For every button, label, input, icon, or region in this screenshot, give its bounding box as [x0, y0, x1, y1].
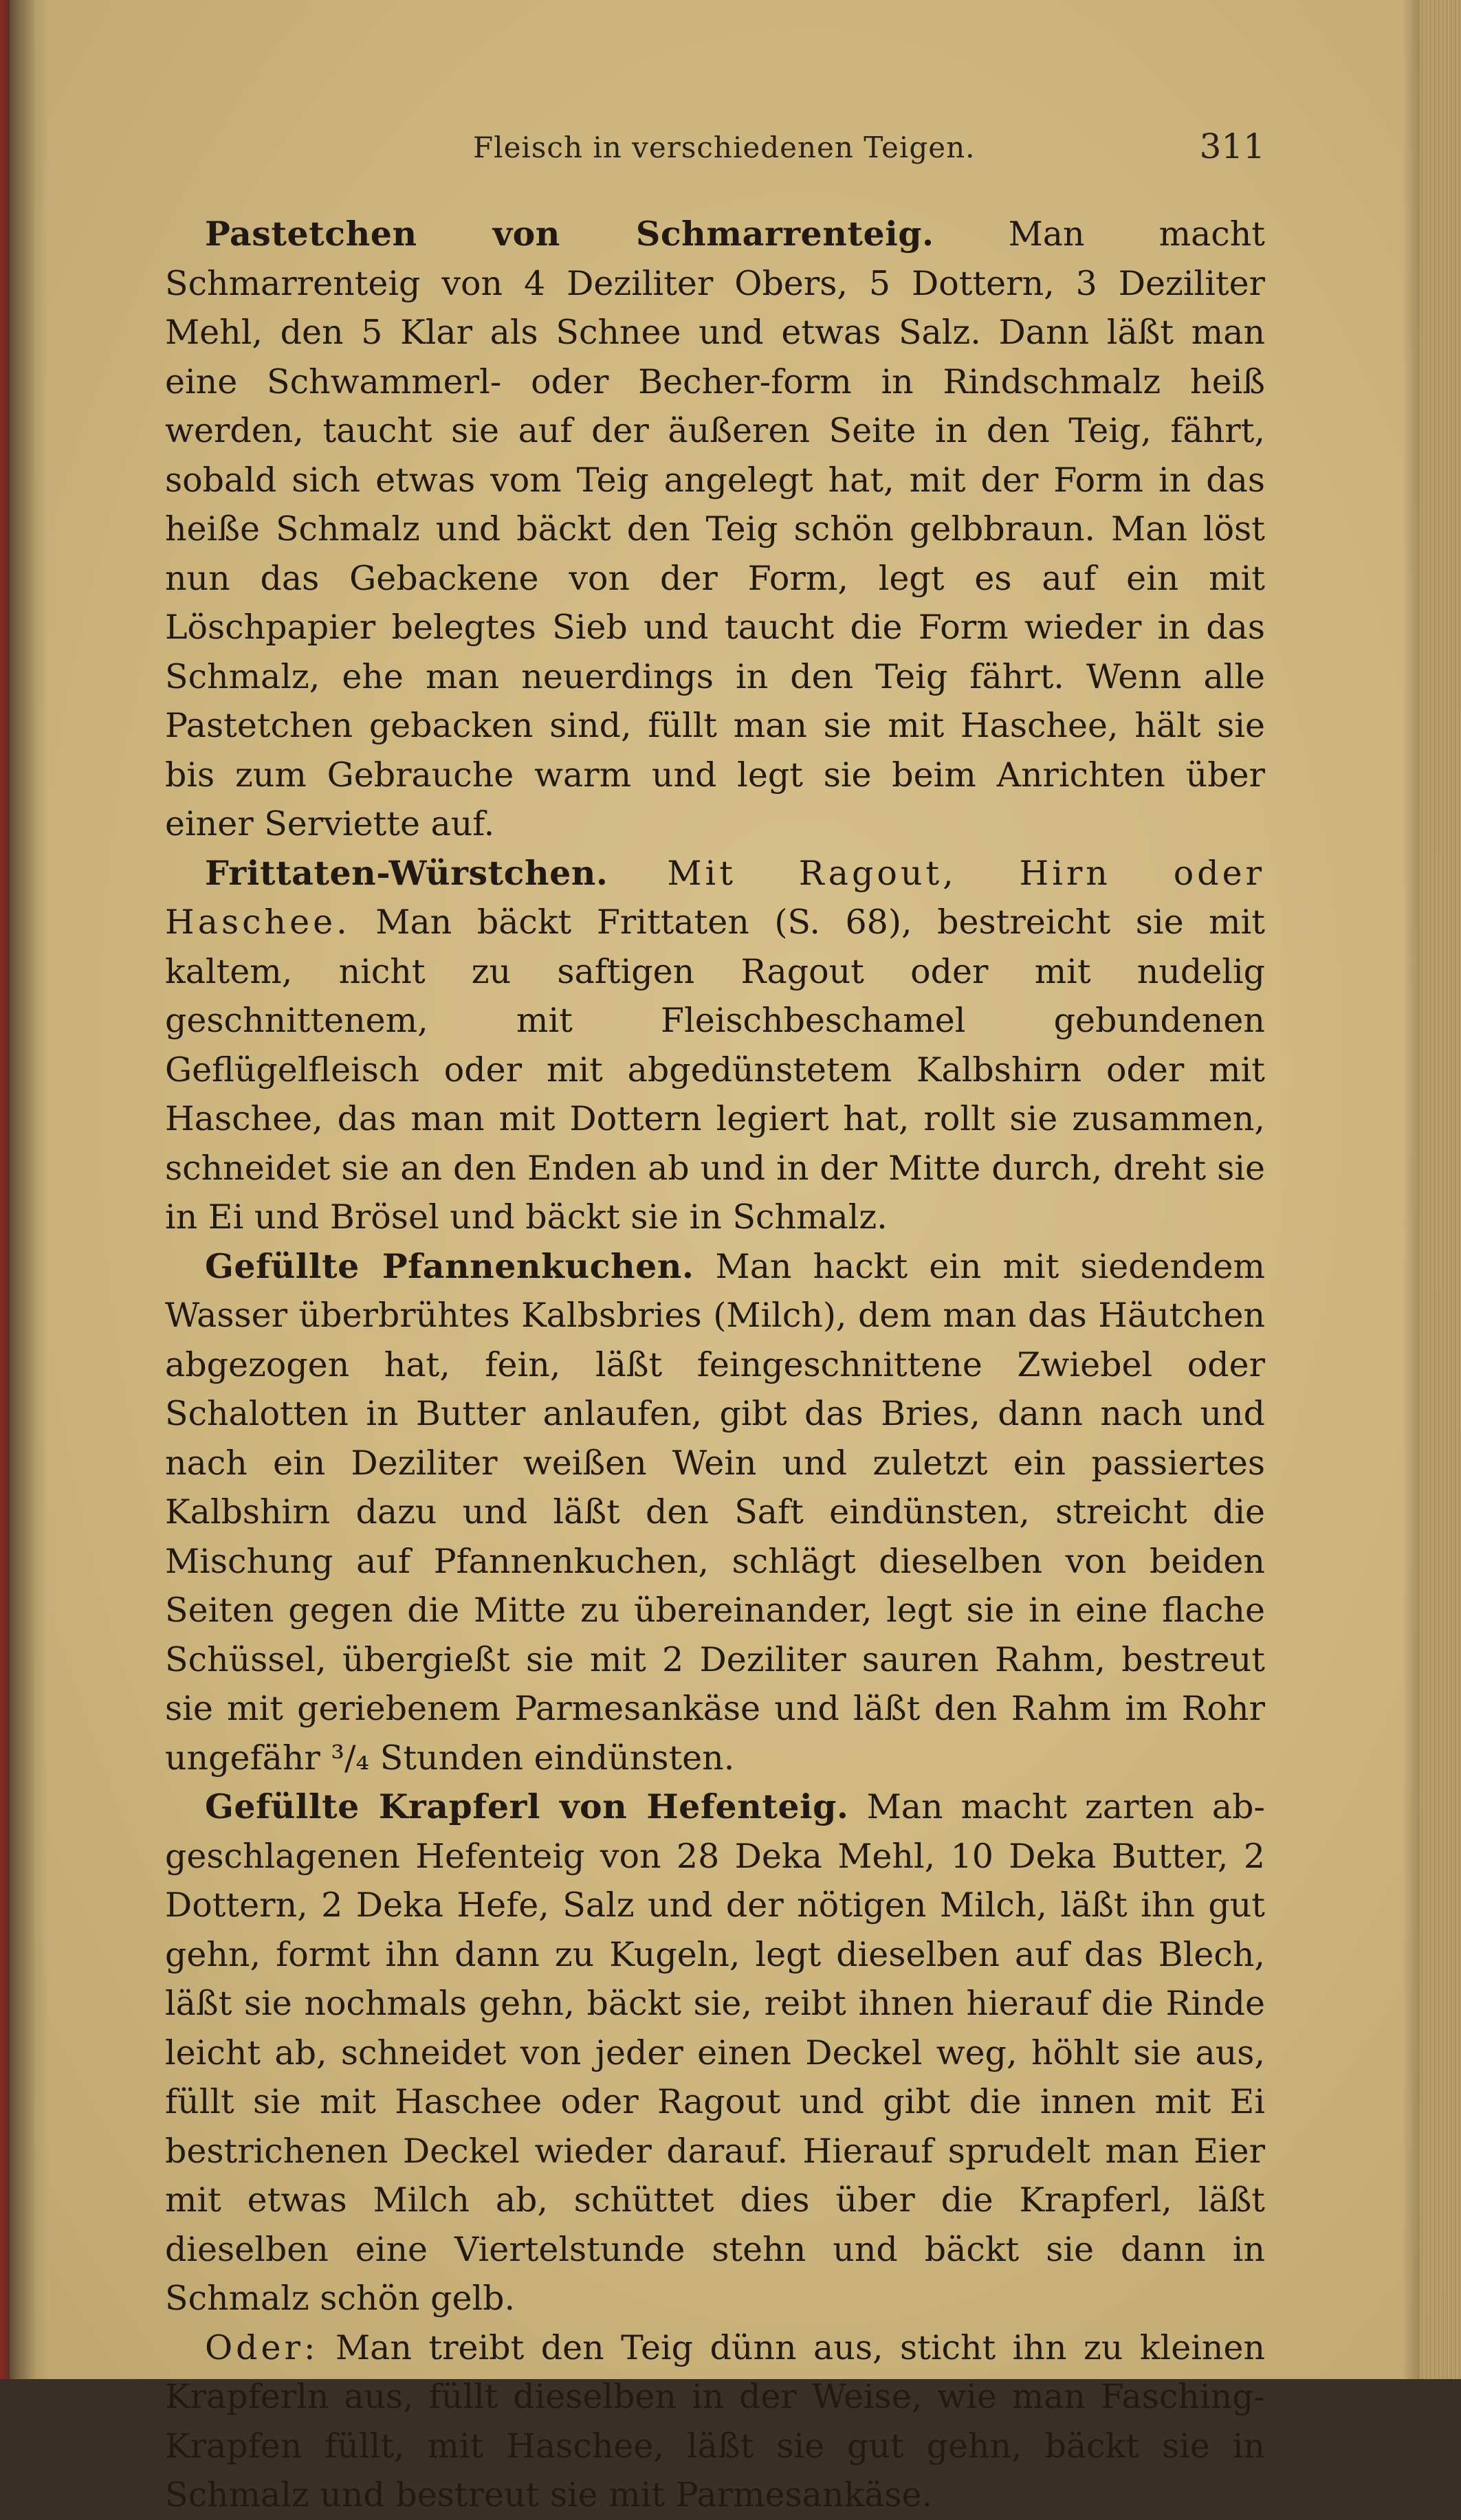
running-title: Fleisch in verschiedenen Teigen.	[473, 131, 976, 164]
recipe-title: Frittaten-Würstchen.	[205, 852, 608, 893]
recipe-subtitle: Mit Ragout, Hirn oder Haschee.	[165, 853, 1265, 942]
recipe-title: Pastetchen von Schmarrenteig.	[205, 214, 934, 254]
recipe-title: Gefüllte Krapferl von Hefenteig.	[205, 1787, 849, 1826]
recipe-pastetchen	[165, 210, 1265, 849]
recipe-krapferl	[165, 1782, 1265, 2323]
recipe-title: Gefüllte Pfannenkuchen.	[205, 1246, 694, 1286]
recipe-text: Man macht Schmarrenteig von 4 Deziliter Obers, 5 Dottern, 3 Deziliter Mehl, den 5 Klar als Schnee und etwas Salz. Dann läßt man eine Schwammerl- oder Becher-form in Rindschmalz heiß werden, taucht sie auf der äußeren Seite in den Teig, fährt, sobald sich etwas vom Teig angelegt hat, mit der Form in das heiße Schmalz und bäckt den Teig schön gelbbraun. Man löst nun das Gebackene von der Form, legt es auf ein mit Löschpapier belegtes Sieb und taucht die Form wieder in das Schmalz, ehe man neuerdings in den Teig fährt. Wenn alle Pastetchen gebacken sind, füllt man sie mit Haschee, hält sie bis zum Gebrauche warm und legt sie beim Anrichten über einer Serviette auf.	[165, 214, 1265, 843]
page-edge-shadow	[1403, 0, 1420, 2379]
recipe-text: Man hackt ein mit siedendem Wasser überbrühtes Kalbsbries (Milch), dem man das Häutchen abgezogen hat, fein, läßt feingeschnittene Zwiebel oder Schalotten in Butter anlaufen, gibt das Bries, dann nach und nach ein Deziliter weißen Wein und zuletzt ein passiertes Kalbshirn dazu und läßt den Saft eindünsten, streicht die Mischung auf Pfannenkuchen, schlägt dieselben von beiden Seiten gegen die Mitte zu übereinander, legt sie in eine flache Schüssel, übergießt sie mit 2 Deziliter sauren Rahm, bestreut sie mit geriebenem Parmesankäse und läßt den Rahm im Rohr ungefähr ³/₄ Stunden eindünsten.	[165, 1246, 1265, 1778]
recipe-text: Man bäckt Frittaten (S. 68), bestreicht sie mit kaltem, nicht zu saftigen Ragout oder mit nudelig geschnittenem, mit Fleischbeschamel gebundenen Geflügelfleisch oder mit abgedünstetem Kalbshirn oder mit Haschee, das man mit Dottern legiert hat, rollt sie zusammen, schneidet sie an den Enden ab und in der Mitte durch, dreht sie in Ei und Brösel und bäckt sie in Schmalz.	[165, 903, 1265, 1237]
binding-edge	[0, 0, 10, 2379]
recipe-text: Man macht zarten ab-geschlagenen Hefenteig von 28 Deka Mehl, 10 Deka Butter, 2 Dottern, 2 Deka Hefe, Salz und der nötigen Milch, läßt ihn gut gehn, formt ihn dann zu Kugeln, legt dieselben auf das Blech, läßt sie nochmals gehn, bäckt sie, reibt ihnen hierauf die Rinde leicht ab, schneidet von jeder einen Deckel weg, höhlt sie aus, füllt sie mit Haschee oder Ragout und gibt die innen mit Ei bestrichenen Deckel wieder darauf. Hierauf sprudelt man Eier mit etwas Milch ab, schüttet dies über die Krapferl, läßt dieselben eine Viertelstunde stehn und bäckt sie dann in Schmalz schön gelb.	[165, 1787, 1265, 2318]
page-number: 311	[1199, 126, 1265, 166]
variant-label: Oder:	[205, 2328, 319, 2367]
variant-text: Man treibt den Teig dünn aus, sticht ihn zu kleinen Krapferln aus, füllt dieselben in der Weise, wie man Fasching-Krapfen füllt, mit Haschee, läßt sie gut gehn, bäckt sie in Schmalz und bestreut sie mit Parmesankäse.	[165, 2328, 1265, 2515]
page-body	[165, 210, 1265, 2520]
running-header	[165, 126, 1265, 179]
recipe-frittaten	[165, 849, 1265, 1242]
page-stack-edge	[1420, 0, 1461, 2379]
recipe-variant	[165, 2323, 1265, 2520]
recipe-pfannenkuchen	[165, 1242, 1265, 1783]
